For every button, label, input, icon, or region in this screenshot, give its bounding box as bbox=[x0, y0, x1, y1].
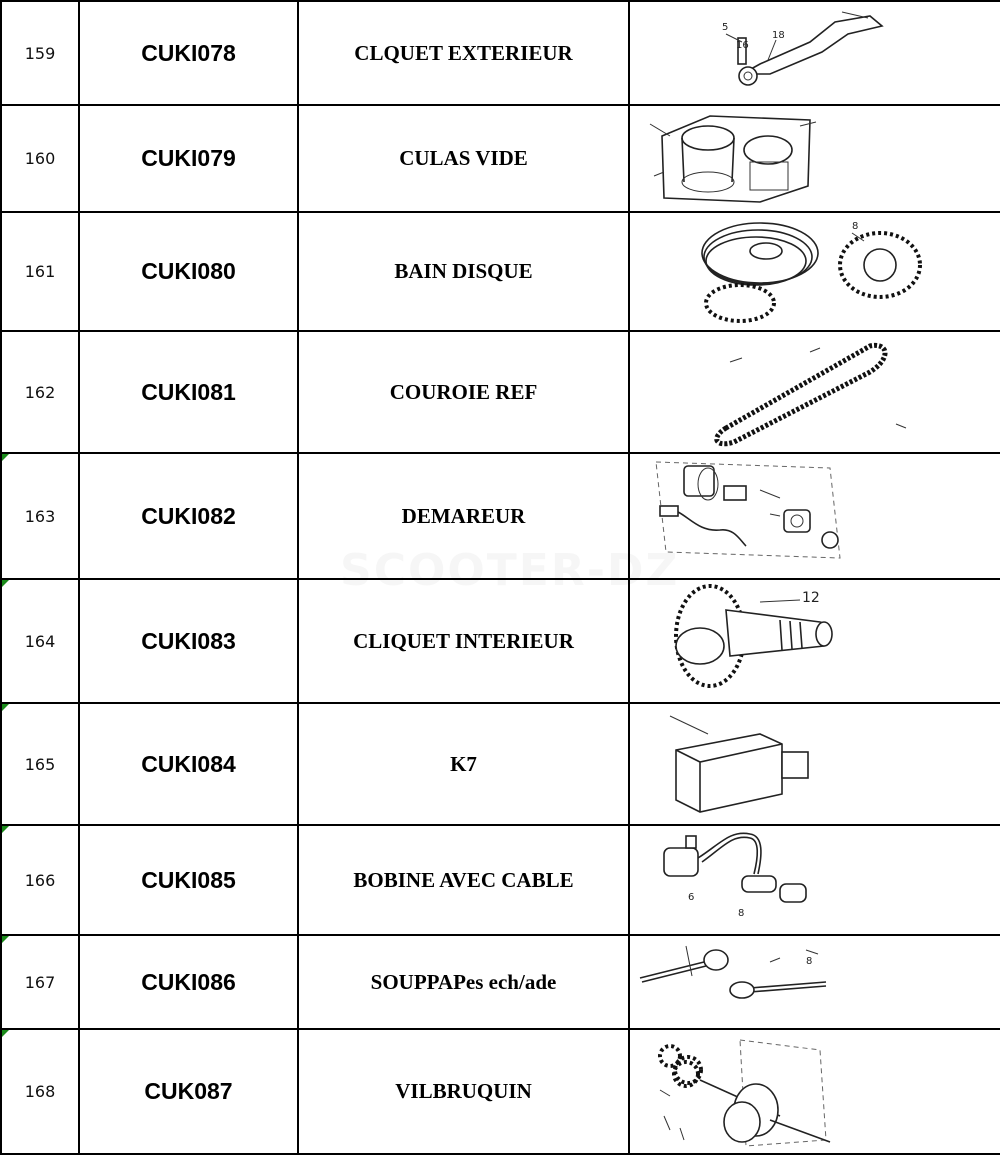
part-code: CUKI084 bbox=[79, 703, 298, 825]
row-number-value: 168 bbox=[24, 1082, 56, 1101]
part-description: COUROIE REF bbox=[298, 331, 629, 453]
callout-label: 8 bbox=[852, 221, 859, 232]
table-row bbox=[1, 105, 1000, 212]
drive-chain-icon bbox=[630, 332, 1000, 452]
callout-label: 8 bbox=[806, 956, 813, 967]
part-illustration-cell bbox=[629, 579, 1000, 703]
kick-lever-icon bbox=[630, 2, 1000, 104]
corner-marker bbox=[2, 826, 9, 833]
row-number-value: 163 bbox=[24, 506, 56, 526]
part-illustration-cell bbox=[629, 1029, 1000, 1154]
row-number bbox=[1, 825, 79, 935]
part-code: CUKI083 bbox=[79, 579, 298, 703]
table-row bbox=[1, 825, 1000, 935]
clutch-disc-icon bbox=[630, 213, 1000, 330]
part-description: CLIQUET INTERIEUR bbox=[298, 579, 629, 703]
row-number bbox=[1, 935, 79, 1029]
part-code: CUKI086 bbox=[79, 935, 298, 1029]
part-code: CUK087 bbox=[79, 1029, 298, 1154]
crankshaft-icon bbox=[630, 1030, 1000, 1153]
table-row bbox=[1, 453, 1000, 579]
row-number: 162 bbox=[1, 331, 79, 453]
row-number-value: 166 bbox=[24, 870, 56, 890]
part-illustration-cell bbox=[629, 825, 1000, 935]
part-description: BOBINE AVEC CABLE bbox=[298, 825, 629, 935]
valves-icon bbox=[630, 936, 1000, 1028]
part-description: SOUPPAPes ech/ade bbox=[298, 935, 629, 1029]
callout-label: 16 bbox=[736, 40, 749, 51]
corner-marker bbox=[2, 580, 9, 587]
corner-marker bbox=[2, 704, 9, 711]
kick-shaft-gear-icon bbox=[630, 580, 1000, 702]
cdi-box-icon bbox=[630, 704, 1000, 824]
row-number-value: 165 bbox=[24, 754, 56, 774]
part-description: BAIN DISQUE bbox=[298, 212, 629, 331]
table-row bbox=[1, 579, 1000, 703]
table-row bbox=[1, 331, 1000, 453]
part-description: K7 bbox=[298, 703, 629, 825]
starter-motor-icon bbox=[630, 454, 1000, 578]
cylinder-block-icon bbox=[630, 106, 1000, 211]
part-code: CUKI080 bbox=[79, 212, 298, 331]
part-illustration-cell bbox=[629, 331, 1000, 453]
callout-label: 6 bbox=[688, 892, 695, 903]
part-illustration-cell bbox=[629, 935, 1000, 1029]
row-number-value: 164 bbox=[24, 631, 56, 651]
row-number: 160 bbox=[1, 105, 79, 212]
table-row bbox=[1, 935, 1000, 1029]
part-code: CUKI082 bbox=[79, 453, 298, 579]
callout-label: 8 bbox=[738, 908, 745, 919]
table-row bbox=[1, 1029, 1000, 1154]
part-code: CUKI079 bbox=[79, 105, 298, 212]
corner-marker bbox=[2, 936, 9, 943]
part-illustration-cell bbox=[629, 703, 1000, 825]
corner-marker bbox=[2, 1030, 9, 1037]
row-number bbox=[1, 703, 79, 825]
callout-label: 18 bbox=[772, 30, 785, 41]
row-number bbox=[1, 1029, 79, 1154]
row-number: 159 bbox=[1, 1, 79, 105]
ignition-coil-icon bbox=[630, 826, 1000, 934]
part-code: CUKI081 bbox=[79, 331, 298, 453]
part-illustration-cell bbox=[629, 453, 1000, 579]
row-number-value: 167 bbox=[24, 972, 56, 992]
part-illustration-cell bbox=[629, 105, 1000, 212]
part-description: CULAS VIDE bbox=[298, 105, 629, 212]
callout-label: 12 bbox=[802, 590, 820, 606]
corner-marker bbox=[2, 454, 9, 461]
table-row bbox=[1, 703, 1000, 825]
part-illustration-cell bbox=[629, 1, 1000, 105]
part-description: DEMAREUR bbox=[298, 453, 629, 579]
part-illustration-cell bbox=[629, 212, 1000, 331]
callout-label: 5 bbox=[722, 22, 729, 33]
row-number bbox=[1, 579, 79, 703]
part-code: CUKI085 bbox=[79, 825, 298, 935]
table-row bbox=[1, 1, 1000, 105]
row-number: 161 bbox=[1, 212, 79, 331]
row-number bbox=[1, 453, 79, 579]
part-code: CUKI078 bbox=[79, 1, 298, 105]
part-description: CLQUET EXTERIEUR bbox=[298, 1, 629, 105]
part-description: VILBRUQUIN bbox=[298, 1029, 629, 1154]
table-row bbox=[1, 212, 1000, 331]
